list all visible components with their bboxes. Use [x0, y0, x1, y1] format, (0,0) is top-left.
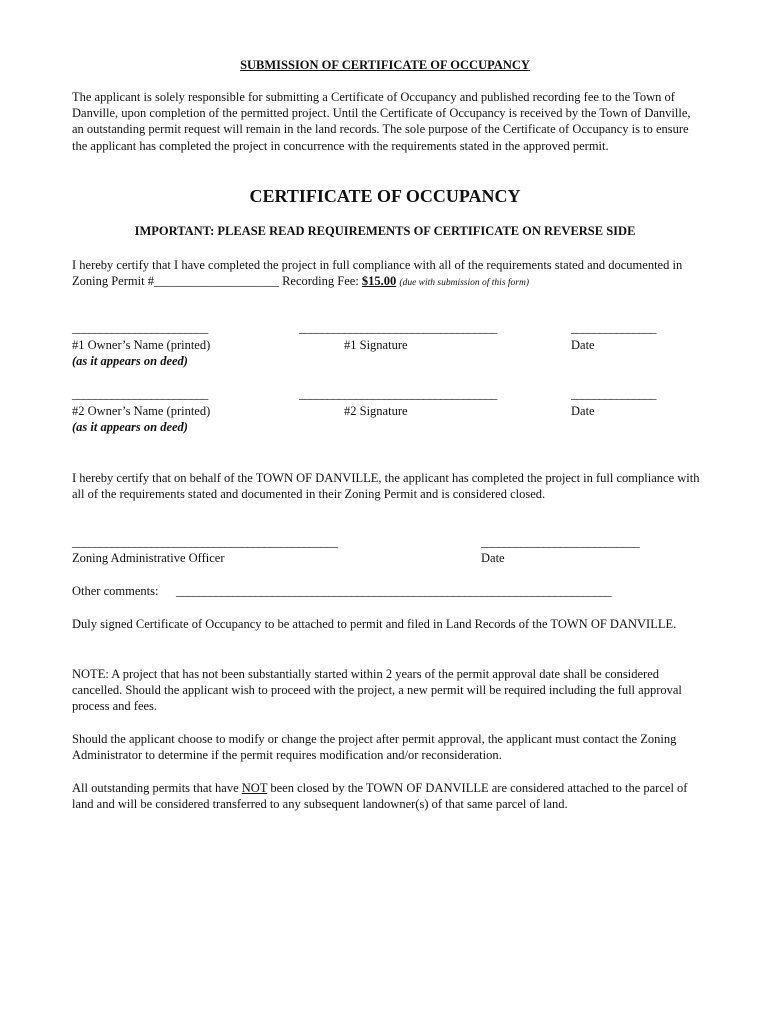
owner2-deed-note: (as it appears on deed)	[72, 420, 188, 434]
zoning-officer-label: Zoning Administrative Officer	[72, 551, 225, 565]
outstanding-text-start: All outstanding permits that have	[72, 781, 242, 795]
zoning-permit-label: Zoning Permit #	[72, 274, 154, 289]
outstanding-text-end: been closed by the TOWN OF DANVILLE are considered attached to the parcel of land and will be considered transferred to any subsequent landowner(s) of that same parcel of land.	[72, 781, 688, 812]
submission-heading: SUBMISSION OF CERTIFICATE OF OCCUPANCY	[240, 58, 530, 72]
owner2-name-label: #2 Owner’s Name (printed)	[72, 404, 211, 418]
other-comments-label: Other comments:	[72, 584, 159, 598]
owner1-deed-note: (as it appears on deed)	[72, 354, 188, 368]
zoning-officer-signature-field[interactable]: _______________________________________________	[72, 535, 338, 549]
owner1-name-field[interactable]: ________________________	[72, 321, 208, 335]
recording-fee-label: Recording Fee:	[282, 274, 359, 289]
owner1-date-field[interactable]: _______________	[571, 321, 656, 335]
owner-cert-text: I hereby certify that I have completed the project in full compliance with all of the requirements stated and documented in	[72, 258, 683, 272]
owner1-name-label: #1 Owner’s Name (printed)	[72, 338, 211, 352]
other-comments-field[interactable]: _____________________________________________________________________________	[176, 584, 612, 598]
owner-certification	[72, 257, 702, 291]
certificate-title: CERTIFICATE OF OCCUPANCY	[249, 186, 521, 206]
owner1-signature-field[interactable]: ___________________________________	[299, 321, 497, 335]
owner2-date-field[interactable]: _______________	[571, 387, 656, 401]
modification-paragraph: Should the applicant choose to modify or change the project after permit approval, the applicant must contact the Zoning Administrator to determine if the permit requires modification and/or reconsideration.	[72, 732, 677, 763]
note-paragraph: NOTE: A project that has not been substantially started within 2 years of the permit approval date shall be considered cancelled. Should the applicant wish to proceed with the project, a new permit will be required including the full approval process and fees.	[72, 667, 682, 714]
recording-fee-amount: $15.00	[361, 274, 397, 289]
fee-note: (due with submission of this form)	[399, 278, 529, 289]
outstanding-emphasis: NOT	[241, 781, 268, 795]
owner2-date-label: Date	[571, 404, 595, 418]
owner2-signature-field[interactable]: ___________________________________	[299, 387, 497, 401]
owner2-name-field[interactable]: ________________________	[72, 387, 208, 401]
owner1-date-label: Date	[571, 338, 595, 352]
town-certification: I hereby certify that on behalf of the TOWN OF DANVILLE, the applicant has completed the project in full compliance with all of the requirements stated and documented in their Zoning Permit and is considered closed.	[72, 471, 700, 502]
zoning-officer-date-field[interactable]: ____________________________	[481, 535, 640, 549]
zoning-officer-date-label: Date	[481, 551, 505, 565]
zoning-permit-field[interactable]: ____________________	[153, 274, 279, 289]
important-notice: IMPORTANT: PLEASE READ REQUIREMENTS OF CERTIFICATE ON REVERSE SIDE	[134, 224, 636, 238]
owner1-signature-label: #1 Signature	[344, 338, 408, 352]
intro-paragraph: The applicant is solely responsible for submitting a Certificate of Occupancy and published recording fee to the Town of Danville, upon completion of the permitted project. Until the Certificate of Occupancy is received by the Town of Danville, an outstanding permit request will remain in the land records. The sole purpose of the Certificate of Occupancy is to ensure the applicant has completed the project in concurrence with the requirements stated in the approved permit.	[72, 90, 691, 153]
outstanding-permits-paragraph	[72, 780, 702, 812]
owner2-signature-label: #2 Signature	[344, 404, 408, 418]
filing-paragraph: Duly signed Certificate of Occupancy to be attached to permit and filed in Land Records of the TOWN OF DANVILLE.	[72, 617, 677, 631]
